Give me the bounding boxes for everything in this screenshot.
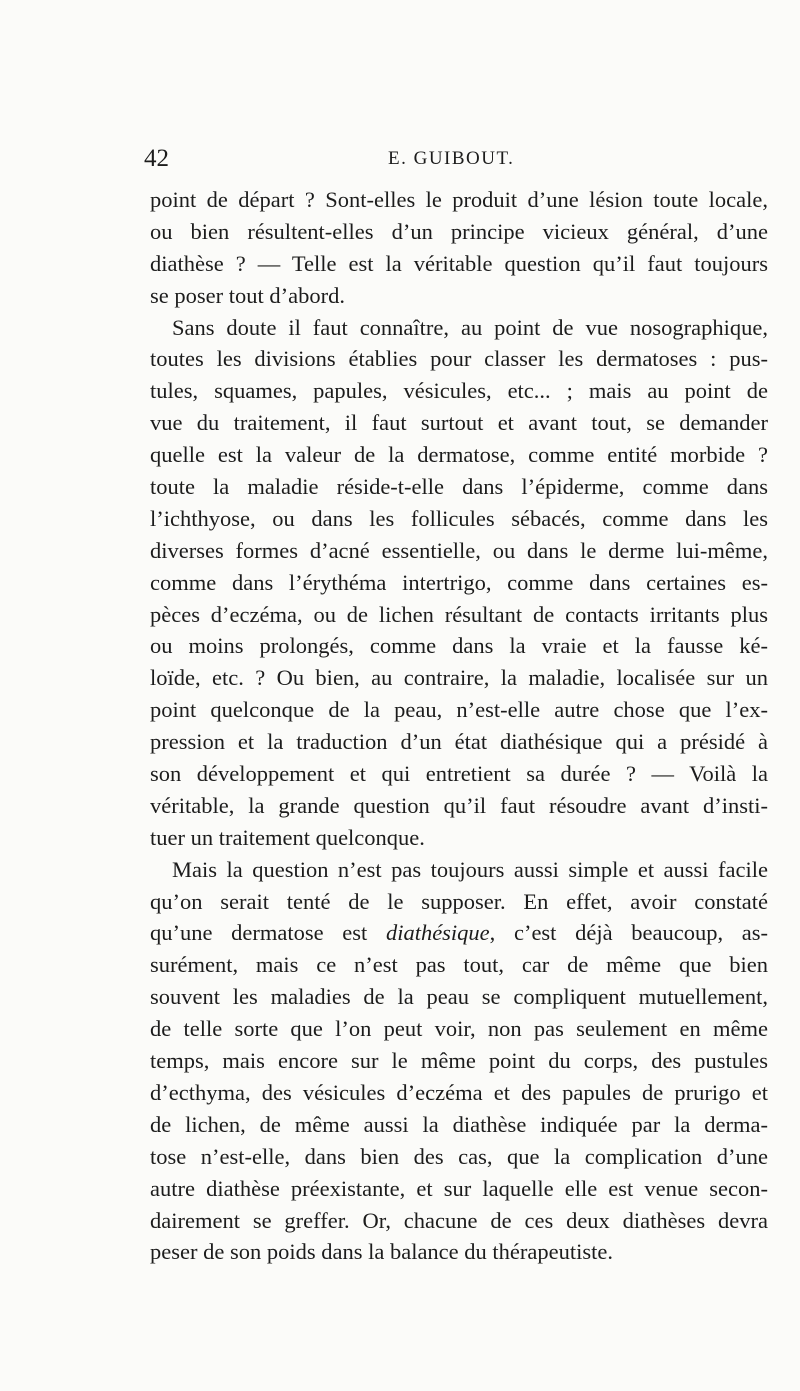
text-line: son développement et qui entretient sa durée ? — Voilà la <box>150 761 768 787</box>
text-line: diverses formes d’acné essentielle, ou dans le derme lui-même, <box>150 537 768 563</box>
text-line: point quelconque de la peau, n’est-elle autre chose que l’ex- <box>150 697 768 723</box>
text-line: qu’on serait tenté de le supposer. En effet, avoir constaté <box>150 888 768 914</box>
text-line: toute la maladie réside-t-elle dans l’épiderme, comme dans <box>150 474 768 500</box>
text-line: loïde, etc. ? Ou bien, au contraire, la maladie, localisée sur un <box>150 665 768 691</box>
text-line: de telle sorte que l’on peut voir, non pas seulement en même <box>150 1016 768 1042</box>
text-line-with-italic <box>150 917 768 949</box>
text-line: toutes les divisions établies pour classer les dermatoses : pus- <box>150 346 768 372</box>
text-line: l’ichthyose, ou dans les follicules sébacés, comme dans les <box>150 505 768 531</box>
text-line: véritable, la grande question qu’il faut résoudre avant d’insti- <box>150 792 768 818</box>
text-segment: qu’une dermatose est <box>150 920 386 946</box>
text-line: tose n’est-elle, dans bien des cas, que la complication d’une <box>150 1143 768 1169</box>
text-line: vue du traitement, il faut surtout et avant tout, se demander <box>150 410 768 436</box>
text-line: de lichen, de même aussi la diathèse indiquée par la derma- <box>150 1111 768 1137</box>
text-line: dairement se greffer. Or, chacune de ces deux diathèses devra <box>150 1207 768 1233</box>
text-segment: , c’est déjà beaucoup, as- <box>489 920 768 946</box>
text-line: se poser tout d’abord. <box>150 282 345 308</box>
text-line: souvent les maladies de la peau se compliquent mutuellement, <box>150 984 768 1010</box>
text-line: Mais la question n’est pas toujours aussi simple et aussi facile <box>172 856 768 882</box>
text-line: point de départ ? Sont-elles le produit d’une lésion toute locale, <box>150 187 768 212</box>
text-line: tuer un traitement quelconque. <box>150 824 425 850</box>
text-line: ou bien résultent-elles d’un principe vicieux général, d’une <box>150 218 768 244</box>
text-line: d’ecthyma, des vésicules d’eczéma et des papules de prurigo et <box>150 1079 768 1105</box>
text-line: peser de son poids dans la balance du thérapeutiste. <box>150 1239 613 1265</box>
page-header <box>144 145 764 175</box>
text-line: Sans doute il faut connaître, au point de vue nosographique, <box>172 314 768 340</box>
body-text <box>150 184 768 1268</box>
text-line: temps, mais encore sur le même point du corps, des pustules <box>150 1048 768 1074</box>
page-number: 42 <box>144 145 169 172</box>
italic-word: diathésique <box>385 920 490 946</box>
running-head: E. GUIBOUT. <box>388 148 515 169</box>
text-line: autre diathèse préexistante, et sur laquelle elle est venue secon- <box>150 1175 768 1201</box>
text-line: pèces d’eczéma, ou de lichen résultant de contacts irritants plus <box>150 601 768 627</box>
text-line: comme dans l’érythéma intertrigo, comme dans certaines es- <box>150 569 768 595</box>
text-line: ou moins prolongés, comme dans la vraie et la fausse ké- <box>150 633 768 659</box>
text-line: diathèse ? — Telle est la véritable question qu’il faut toujours <box>150 250 768 276</box>
text-line: tules, squames, papules, vésicules, etc... ; mais au point de <box>150 378 768 404</box>
text-line: pression et la traduction d’un état diathésique qui a présidé à <box>150 729 768 755</box>
text-line: quelle est la valeur de la dermatose, comme entité morbide ? <box>150 442 768 468</box>
text-line: surément, mais ce n’est pas tout, car de même que bien <box>150 952 768 978</box>
